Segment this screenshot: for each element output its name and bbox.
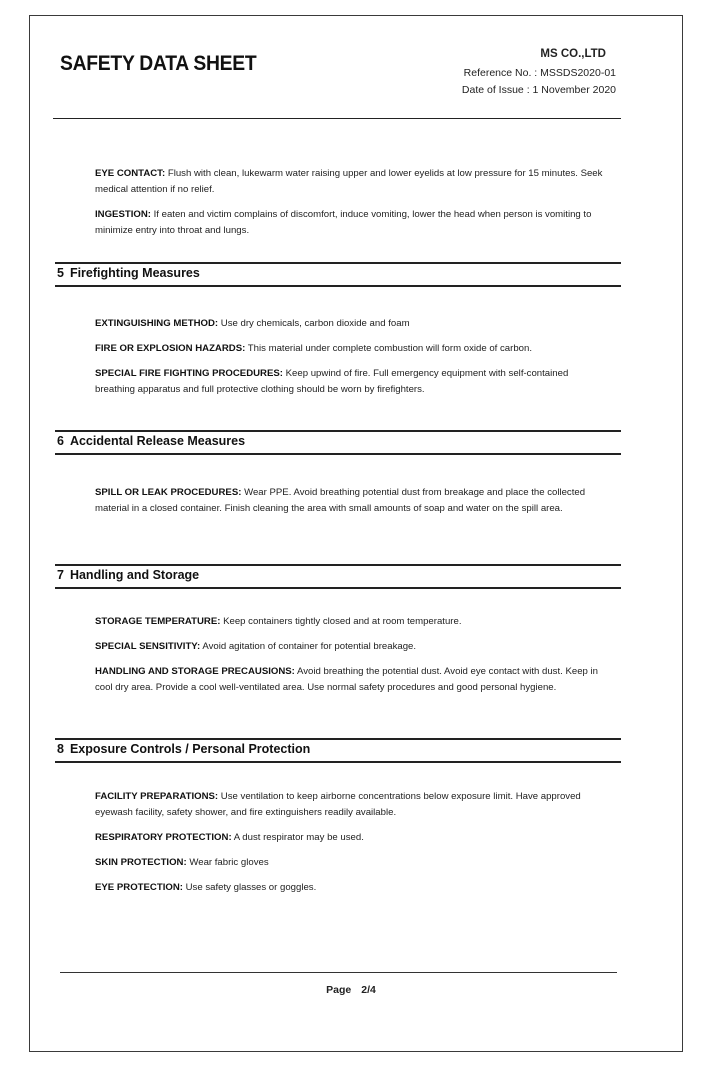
section-body-accidental-release — [95, 485, 610, 526]
entry-text: Use safety glasses or goggles. — [182, 882, 317, 893]
entry-facility-preparations — [95, 789, 610, 821]
entry-text: Keep upwind of fire. Full emergency equipment with self-contained breathing apparatus and full protective clothing should be worn by firefighters. — [95, 368, 569, 395]
entry-text: Keep containers tightly closed and at room temperature. — [220, 616, 462, 627]
entry-extinguishing-method — [95, 316, 610, 332]
entry-label: FACILITY PREPARATIONS: — [95, 791, 219, 802]
page-number — [0, 984, 702, 996]
section-header-accidental-release — [55, 430, 621, 455]
section-header-handling-storage — [55, 564, 621, 589]
entry-special-sensitivity — [95, 639, 610, 655]
section-title: Firefighting Measures — [69, 266, 200, 280]
entry-text: Wear fabric gloves — [186, 857, 269, 868]
entry-storage-temperature — [95, 614, 610, 630]
section-header-firefighting — [55, 262, 621, 287]
section-number: 8 — [57, 742, 64, 756]
section-title: Accidental Release Measures — [69, 434, 246, 448]
entry-text: Flush with clean, lukewarm water raising upper and lower eyelids at low pressure for 15 minutes. Seek medical attention if no relief. — [95, 168, 603, 195]
section-body-exposure-controls — [95, 789, 610, 905]
entry-label: FIRE OR EXPLOSION HAZARDS: — [95, 343, 246, 354]
entry-label: STORAGE TEMPERATURE: — [95, 616, 221, 627]
entry-label: RESPIRATORY PROTECTION: — [95, 832, 232, 843]
entry-label: SPILL OR LEAK PROCEDURES: — [95, 487, 242, 498]
reference-label: Reference No. : — [463, 67, 538, 79]
entry-text: This material under complete combustion will form oxide of carbon. — [245, 343, 533, 354]
entry-text: Use dry chemicals, carbon dioxide and foam — [218, 318, 410, 329]
date-value: 1 November 2020 — [532, 84, 616, 96]
company-name: MS CO.,LTD — [540, 48, 606, 60]
document-meta — [462, 46, 616, 99]
entry-eye-protection — [95, 880, 610, 896]
entry-text: If eaten and victim complains of discomfort, induce vomiting, lower the head when person is vomiting to minimize entry into throat and lungs. — [95, 209, 592, 236]
entry-label: EYE PROTECTION: — [95, 882, 183, 893]
entry-text: Use ventilation to keep airborne concentrations below exposure limit. Have approved eyewash facility, safety shower, and fire extinguishers readily available. — [95, 791, 581, 818]
page-current: 2 — [361, 984, 368, 996]
entry-text: Wear PPE. Avoid breathing potential dust from breakage and place the collected material in a closed container. Finish cleaning the area with small amounts of soap and water on the spill area. — [95, 487, 586, 514]
section-body-firefighting — [95, 316, 610, 407]
section-header-exposure-controls — [55, 738, 621, 763]
page-label: Page — [326, 984, 352, 996]
entry-fire-explosion-hazards — [95, 341, 610, 357]
section-number: 7 — [57, 568, 64, 582]
reference-value: MSSDS2020-01 — [540, 67, 616, 79]
entry-text: A dust respirator may be used. — [231, 832, 364, 843]
first-aid-continued — [95, 166, 610, 248]
header-divider — [53, 118, 621, 119]
section-number: 5 — [57, 266, 64, 280]
section-number: 6 — [57, 434, 64, 448]
page-separator: / — [367, 984, 371, 996]
entry-handling-storage-precautions — [95, 664, 610, 696]
entry-respiratory-protection — [95, 830, 610, 846]
entry-label: EYE CONTACT: — [95, 168, 166, 179]
entry-label: INGESTION: — [95, 209, 151, 220]
entry-spill-leak-procedures — [95, 485, 610, 517]
entry-label: HANDLING AND STORAGE PRECAUSIONS: — [95, 666, 295, 677]
entry-label: SPECIAL FIRE FIGHTING PROCEDURES: — [95, 368, 283, 379]
entry-skin-protection — [95, 855, 610, 871]
section-body-handling-storage — [95, 614, 610, 705]
page-total: 4 — [370, 984, 376, 996]
section-title: Handling and Storage — [69, 568, 200, 582]
entry-text: Avoid agitation of container for potential breakage. — [200, 641, 417, 652]
section-title: Exposure Controls / Personal Protection — [69, 742, 311, 756]
entry-label: SPECIAL SENSITIVITY: — [95, 641, 201, 652]
entry-label: SKIN PROTECTION: — [95, 857, 187, 868]
entry-label: EXTINGUISHING METHOD: — [95, 318, 219, 329]
date-of-issue — [462, 82, 616, 99]
document-title: SAFETY DATA SHEET — [60, 52, 257, 75]
entry-text: Avoid breathing the potential dust. Avoid eye contact with dust. Keep in cool dry area. Provide a cool well-ventilated area. Use normal safety procedures and good personal hygiene. — [95, 666, 599, 693]
reference-number — [462, 65, 616, 82]
entry-eye-contact — [95, 166, 610, 198]
date-label: Date of Issue : — [461, 84, 530, 96]
footer-divider — [60, 972, 617, 973]
entry-special-fire-fighting — [95, 366, 575, 398]
entry-ingestion — [95, 207, 610, 239]
